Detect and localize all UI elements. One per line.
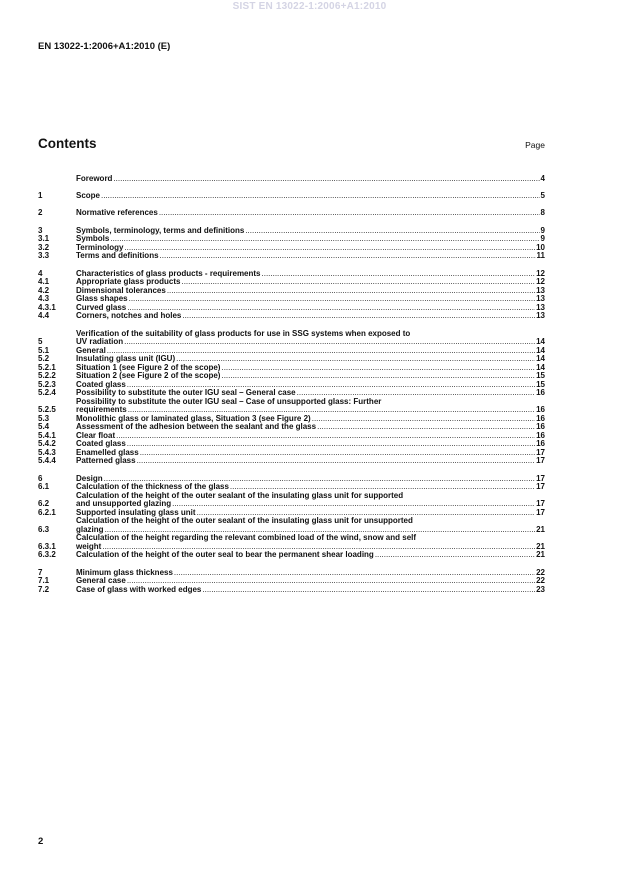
toc-dot-leader <box>375 551 535 560</box>
toc-page-number: 17 <box>536 482 545 491</box>
toc-section-number: 5.2 <box>38 354 50 363</box>
toc-page-number: 5 <box>540 190 545 200</box>
toc-entry[interactable] <box>38 534 545 551</box>
toc-dot-leader <box>101 192 540 201</box>
toc-entry[interactable] <box>38 330 545 347</box>
toc-dot-leader <box>312 415 535 424</box>
page-column-label: Page <box>525 140 545 150</box>
toc-page-number: 21 <box>536 541 545 551</box>
toc-section-number: 5.2.2 <box>38 371 56 380</box>
toc-dot-leader <box>176 355 535 364</box>
toc-title: Situation 1 (see Figure 2 of the scope) <box>76 362 221 372</box>
toc-title: Normative references <box>76 208 158 217</box>
toc-section-number: 6.3.1 <box>38 541 56 551</box>
toc-page-number: 9 <box>540 234 545 243</box>
toc-section-number: 3.2 <box>38 242 50 252</box>
toc-page-number: 22 <box>536 567 545 577</box>
toc-title: Monolithic glass or laminated glass, Situation 3 (see Figure 2) <box>76 413 311 423</box>
toc-section-number: 6.1 <box>38 482 50 491</box>
toc-section-number: 3.1 <box>38 234 50 243</box>
table-of-contents <box>38 175 545 594</box>
toc-section-number: 4.3.1 <box>38 302 56 312</box>
toc-dot-leader <box>160 252 536 261</box>
toc-page-number: 11 <box>536 251 545 260</box>
toc-title: Possibility to substitute the outer IGU seal – Case of unsupported glass: Further <box>76 396 382 406</box>
toc-title: Clear float <box>76 430 116 440</box>
toc-title-continuation: requirements <box>76 405 127 414</box>
toc-dot-leader <box>116 432 535 441</box>
toc-page-number: 12 <box>536 268 545 278</box>
toc-entry[interactable] <box>38 312 545 321</box>
toc-page-number: 15 <box>536 371 545 380</box>
toc-page-number: 16 <box>536 413 545 423</box>
toc-title: Dimensional tolerances <box>76 285 166 295</box>
toc-title: Patterned glass <box>76 456 136 465</box>
toc-title: Calculation of the height regarding the relevant combined load of the wind, snow and self <box>76 533 417 542</box>
toc-title: Corners, notches and holes <box>76 311 182 320</box>
toc-title: Symbols, terminology, terms and definitions <box>76 225 245 235</box>
toc-dot-leader <box>221 364 535 373</box>
toc-section-number: 6.3.2 <box>38 550 56 559</box>
toc-page-number: 13 <box>536 294 545 303</box>
toc-dot-leader <box>129 295 536 304</box>
toc-dot-leader <box>140 449 535 458</box>
toc-title-continuation: weight <box>76 541 102 551</box>
toc-title: Terms and definitions <box>76 251 159 260</box>
toc-section-number: 5 <box>38 337 43 346</box>
toc-section-number: 7 <box>38 567 43 577</box>
toc-section-number: 2 <box>38 208 43 217</box>
toc-page-number: 17 <box>536 499 545 508</box>
toc-section-number: 5.4.3 <box>38 447 56 457</box>
toc-title: Design <box>76 473 103 483</box>
contents-heading: Contents <box>38 136 97 151</box>
toc-entry[interactable] <box>38 192 545 201</box>
toc-section-number: 6.3 <box>38 524 50 534</box>
toc-entry[interactable] <box>38 551 545 560</box>
toc-page-number: 4 <box>540 174 545 183</box>
toc-page-number: 22 <box>536 576 545 585</box>
toc-title: Terminology <box>76 242 124 252</box>
toc-page-number: 10 <box>536 242 545 252</box>
toc-title: Calculation of the height of the outer sealant of the insulating glass unit for supported <box>76 490 404 500</box>
toc-dot-leader <box>124 244 535 253</box>
toc-page-number: 17 <box>536 507 545 517</box>
toc-title: Possibility to substitute the outer IGU seal – General case <box>76 388 296 397</box>
toc-section-number: 5.2.3 <box>38 379 56 389</box>
toc-dot-leader <box>172 500 535 509</box>
toc-dot-leader <box>159 209 540 218</box>
toc-dot-leader <box>137 457 536 466</box>
toc-page-number: 17 <box>536 473 545 483</box>
toc-title: Insulating glass unit (IGU) <box>76 354 176 363</box>
toc-title: Calculation of the height of the outer seal to bear the permanent shear loading <box>76 550 374 559</box>
toc-page-number: 13 <box>536 311 545 320</box>
toc-title: General <box>76 345 106 355</box>
toc-entry[interactable] <box>38 209 545 218</box>
toc-title: Foreword <box>76 174 113 183</box>
toc-page-number: 21 <box>536 524 545 534</box>
toc-page-number: 16 <box>536 405 545 414</box>
toc-title: Appropriate glass products <box>76 277 181 286</box>
toc-dot-leader <box>202 586 535 595</box>
toc-dot-leader <box>167 287 535 296</box>
toc-dot-leader <box>262 270 536 279</box>
watermark: SIST EN 13022-1:2006+A1:2010 <box>232 1 387 12</box>
toc-title: Calculation of the height of the outer sealant of the insulating glass unit for unsupported <box>76 516 413 525</box>
toc-page-number: 13 <box>536 285 545 295</box>
toc-section-number: 5.2.5 <box>38 405 56 414</box>
toc-section-number: 6.2 <box>38 499 50 508</box>
toc-section-number: 5.2.1 <box>38 362 56 372</box>
toc-section-number: 5.4.4 <box>38 456 56 465</box>
toc-page-number: 12 <box>536 277 545 286</box>
toc-page-number: 15 <box>536 379 545 389</box>
toc-page-number: 8 <box>540 208 545 217</box>
toc-section-number: 4.1 <box>38 277 50 286</box>
toc-section-number: 5.2.4 <box>38 388 56 397</box>
toc-section-number: 1 <box>38 190 43 200</box>
toc-page-number: 16 <box>536 439 545 448</box>
toc-title: Minimum glass thickness <box>76 567 173 577</box>
toc-dot-leader <box>127 304 535 313</box>
toc-title: Scope <box>76 190 101 200</box>
toc-dot-leader <box>110 235 539 244</box>
toc-title: General case <box>76 576 126 585</box>
toc-page-number: 14 <box>536 354 545 363</box>
toc-title: Situation 2 (see Figure 2 of the scope) <box>76 371 221 380</box>
toc-title: Supported insulating glass unit <box>76 507 196 517</box>
toc-page-number: 23 <box>536 584 545 594</box>
toc-title: Coated glass <box>76 439 126 448</box>
toc-title: Curved glass <box>76 302 127 312</box>
toc-section-number: 6.2.1 <box>38 507 56 517</box>
toc-section-number: 4 <box>38 268 43 278</box>
toc-page-number: 14 <box>536 345 545 355</box>
toc-dot-leader <box>174 569 535 578</box>
toc-page-number: 14 <box>536 337 545 346</box>
toc-entry[interactable] <box>38 492 545 509</box>
toc-section-number: 4.3 <box>38 294 50 303</box>
toc-dot-leader <box>124 338 535 347</box>
toc-title: Calculation of the thickness of the glass <box>76 482 229 491</box>
toc-page-number: 17 <box>536 447 545 457</box>
toc-entry[interactable] <box>38 252 545 261</box>
toc-title: Symbols <box>76 234 110 243</box>
toc-page-number: 13 <box>536 302 545 312</box>
toc-dot-leader <box>317 423 535 432</box>
toc-title-continuation: glazing <box>76 524 104 534</box>
toc-entry[interactable] <box>38 175 545 184</box>
toc-title: Characteristics of glass products - requirements <box>76 268 261 278</box>
toc-entry[interactable] <box>38 398 545 415</box>
toc-section-number: 5.4 <box>38 422 50 431</box>
toc-section-number: 5.1 <box>38 345 50 355</box>
toc-title: Verification of the suitability of glass products for use in SSG systems when exposed to <box>76 328 411 338</box>
toc-page-number: 16 <box>536 422 545 431</box>
toc-entry[interactable] <box>38 586 545 595</box>
toc-title: Assessment of the adhesion between the sealant and the glass <box>76 422 317 431</box>
toc-page-number: 14 <box>536 362 545 372</box>
toc-page-number: 16 <box>536 388 545 397</box>
toc-section-number: 4.4 <box>38 311 50 320</box>
toc-section-number: 5.4.2 <box>38 439 56 448</box>
toc-title: Case of glass with worked edges <box>76 584 202 594</box>
toc-page-number: 16 <box>536 430 545 440</box>
toc-dot-leader <box>181 278 535 287</box>
toc-section-number: 3 <box>38 225 43 235</box>
toc-section-number: 5.4.1 <box>38 430 56 440</box>
toc-entry[interactable] <box>38 457 545 466</box>
toc-title-continuation: UV radiation <box>76 337 124 346</box>
toc-entry[interactable] <box>38 517 545 534</box>
toc-section-number: 4.2 <box>38 285 50 295</box>
toc-title: Glass shapes <box>76 294 128 303</box>
toc-title: Enamelled glass <box>76 447 139 457</box>
page-number: 2 <box>38 836 44 847</box>
toc-dot-leader <box>127 440 535 449</box>
toc-title-continuation: and unsupported glazing <box>76 499 172 508</box>
toc-section-number: 7.2 <box>38 584 50 594</box>
toc-dot-leader <box>221 372 535 381</box>
toc-page-number: 17 <box>536 456 545 465</box>
toc-dot-leader <box>245 227 539 236</box>
toc-page-number: 21 <box>536 550 545 559</box>
toc-title: Coated glass <box>76 379 126 389</box>
toc-page-number: 9 <box>540 225 545 235</box>
toc-section-number: 7.1 <box>38 576 50 585</box>
toc-dot-leader <box>182 312 535 321</box>
toc-dot-leader <box>113 175 539 184</box>
document-id: EN 13022-1:2006+A1:2010 (E) <box>38 41 171 52</box>
toc-entry[interactable] <box>38 227 545 236</box>
toc-section-number: 6 <box>38 473 43 483</box>
toc-section-number: 3.3 <box>38 251 50 260</box>
toc-section-number: 5.3 <box>38 413 50 423</box>
